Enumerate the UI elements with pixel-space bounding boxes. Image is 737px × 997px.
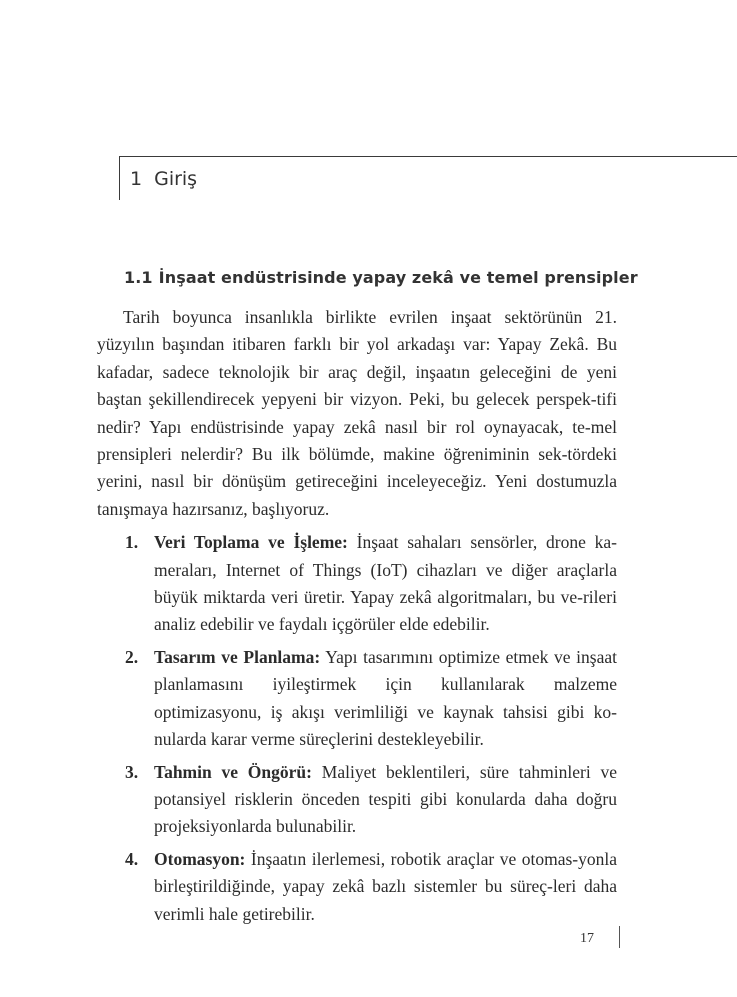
section-title-text: İnşaat endüstrisinde yapay zekâ ve temel prensipler bbox=[158, 268, 638, 287]
list-item-number: 4. bbox=[125, 848, 139, 869]
list-item-term: Tahmin ve Öngörü: bbox=[154, 761, 312, 782]
list-item bbox=[97, 846, 617, 928]
list-item-term: Tasarım ve Planlama: bbox=[154, 646, 321, 667]
chapter-rule-horizontal bbox=[119, 156, 737, 157]
list-item bbox=[97, 644, 617, 754]
list-item-text: Maliyet beklentileri, süre tahminleri ve potansiyel risklerin önceden tespiti gibi konularda daha doğru projeksiyonlarda bulunabilir. bbox=[154, 761, 617, 837]
chapter-title-text: Giriş bbox=[154, 168, 198, 190]
list-item-number: 3. bbox=[125, 761, 139, 782]
chapter-rule-vertical bbox=[119, 156, 120, 200]
list-item bbox=[97, 759, 617, 841]
intro-paragraph: Tarih boyunca insanlıkla birlikte evrilen inşaat sektörünün 21. yüzyılın başından itibaren farklı bir yol arkadaşı var: Yapay Zekâ. Bu kafadar, sadece teknolojik bir araç değil, inşaatın geleceğini de yeni baştan şekillendirecek yepyeni bir vizyon. Peki, bu gelecek perspek-tifi nedir? Yapı endüstrisinde yapay zekâ nasıl bir rol oynayacak, te-mel prensipleri nelerdir? Bu ilk bölümde, makine öğreniminin sek-tördeki yerini, nasıl bir dönüşüm getireceğini inceleyeceğiz. Yeni dostumuzla tanışmaya hazırsanız, başlıyoruz. bbox=[97, 307, 617, 519]
list-item-term: Otomasyon: bbox=[154, 848, 246, 869]
principles-list bbox=[97, 529, 617, 928]
list-item-number: 1. bbox=[125, 532, 139, 553]
page-number: 17 bbox=[580, 931, 594, 946]
section-title bbox=[124, 268, 638, 287]
list-item-text: İnşaat sahaları sensörler, drone ka-meraları, Internet of Things (IoT) cihazları ve diğer araçlarla büyük miktarda veri üretir. Yapay zekâ algoritmaları, bu ve-rileri analiz edebilir ve faydalı içgörüler elde edebilir. bbox=[154, 532, 617, 635]
section-number: 1.1 bbox=[124, 268, 153, 287]
list-item-text: Yapı tasarımını optimize etmek ve inşaat planlamasını iyileştirmek için kullanılarak malzeme optimizasyonu, iş akışı verimliliği ve kaynak tahsisi gibi ko-nularda karar verme süreçlerini destekleyebilir. bbox=[154, 646, 617, 750]
list-item-text: İnşaatın ilerlemesi, robotik araçlar ve otomas-yonla birleştirildiğinde, yapay zekâ bazlı sistemler bu süreç-leri daha verimli hale getirebilir. bbox=[154, 848, 617, 924]
list-item bbox=[97, 529, 617, 639]
page-number-rule bbox=[619, 926, 620, 948]
list-item-term: Veri Toplama ve İşleme: bbox=[154, 532, 348, 553]
body-text bbox=[97, 304, 617, 933]
list-item-number: 2. bbox=[125, 646, 139, 667]
chapter-number: 1 bbox=[130, 168, 143, 190]
chapter-title bbox=[130, 168, 197, 190]
